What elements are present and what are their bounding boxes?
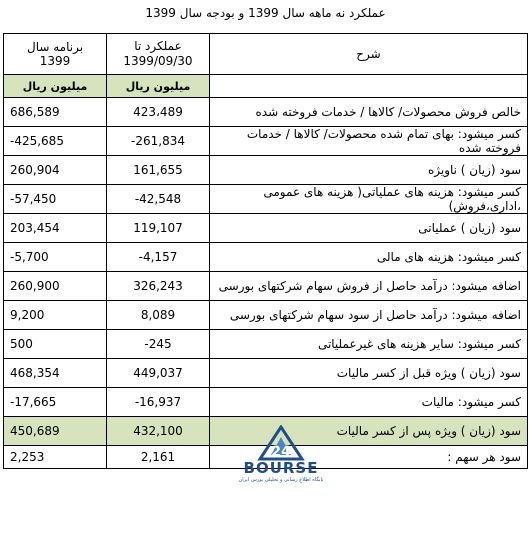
program-value: 468,354 — [4, 359, 107, 388]
program-value: 686,589 — [4, 98, 107, 127]
row-description: سود (زیان ) عملیاتی — [210, 214, 528, 243]
program-value: 9,200 — [4, 301, 107, 330]
logo-wordmark: BOURSE — [243, 459, 319, 477]
actual-column-header — [107, 34, 210, 75]
program-value: 500 — [4, 330, 107, 359]
row-description: سود (زیان ) ویژه پس از کسر مالیات — [210, 417, 528, 446]
program-value: 260,900 — [4, 272, 107, 301]
actual-value: 8,089 — [107, 301, 210, 330]
logo-subtitle: پایگاه اطلاع رسانی و تحلیلی بورس ایران — [238, 477, 324, 483]
table-row — [4, 388, 528, 417]
program-value: -17,665 — [4, 388, 107, 417]
program-value: 203,454 — [4, 214, 107, 243]
table-row — [4, 243, 528, 272]
program-value: 260,904 — [4, 156, 107, 185]
actual-value: -42,548 — [107, 185, 210, 214]
program-column-header: برنامه سال 1399 — [4, 34, 107, 75]
actual-value: 2,161 — [107, 446, 210, 469]
program-value: 450,689 — [4, 417, 107, 446]
actual-value: 432,100 — [107, 417, 210, 446]
row-description: سود (زیان ) ویژه قبل از کسر مالیات — [210, 359, 528, 388]
row-description: سود هر سهم : — [210, 446, 528, 469]
table-row — [4, 359, 528, 388]
actual-value: -4,157 — [107, 243, 210, 272]
table-row — [4, 330, 528, 359]
table-header-row — [4, 34, 528, 75]
actual-value: -16,937 — [107, 388, 210, 417]
table-row — [4, 214, 528, 243]
program-value: -5,700 — [4, 243, 107, 272]
bourse-logo — [238, 425, 324, 490]
table-row — [4, 185, 528, 214]
row-description: خالص فروش محصولات/ کالاها / خدمات فروخته شده — [210, 98, 528, 127]
program-value: 2,253 — [4, 446, 107, 469]
financial-table — [3, 33, 528, 469]
actual-value: -245 — [107, 330, 210, 359]
table-row — [4, 301, 528, 330]
actual-value: 326,243 — [107, 272, 210, 301]
row-description: کسر میشود: مالیات — [210, 388, 528, 417]
report-title: عملکرد نه ماهه سال 1399 و بودجه سال 1399 — [145, 6, 386, 20]
actual-value: 161,655 — [107, 156, 210, 185]
row-description: کسر میشود: هزینه های عملیاتی( هزینه های عمومی ،اداری،فروش) — [210, 185, 528, 214]
program-unit: میلیون ریال — [4, 75, 107, 98]
program-value: -425,685 — [4, 127, 107, 156]
row-description: سود (زیان ) ناویژه — [210, 156, 528, 185]
actual-value: 119,107 — [107, 214, 210, 243]
table-row — [4, 156, 528, 185]
actual-unit: میلیون ریال — [107, 75, 210, 98]
actual-value: -261,834 — [107, 127, 210, 156]
bourse-logo-mark-icon — [238, 425, 324, 461]
description-column-header: شرح — [210, 34, 528, 75]
row-description: کسر میشود: سایر هزینه های غیرعملیاتی — [210, 330, 528, 359]
actual-value: 449,037 — [107, 359, 210, 388]
table-row — [4, 272, 528, 301]
units-row — [4, 75, 528, 98]
table-row — [4, 127, 528, 156]
units-blank-cell — [210, 75, 528, 98]
table-row — [4, 98, 528, 127]
actual-header-line2: 1399/09/30 — [123, 54, 193, 68]
actual-header-line1: عملکرد تا — [134, 39, 182, 53]
row-description: کسر میشود: بهای تمام شده محصولات/ کالاها / خدمات فروخته شده — [210, 127, 528, 156]
svg-text:24: 24 — [271, 444, 291, 460]
row-description: اضافه میشود: درآمد حاصل از فروش سهام شرکتهای بورسی — [210, 272, 528, 301]
program-value: -57,450 — [4, 185, 107, 214]
actual-value: 423،489 — [107, 98, 210, 127]
row-description: کسر میشود: هزینه های مالی — [210, 243, 528, 272]
row-description: اضافه میشود: درآمد حاصل از سود سهام شرکتهای بورسی — [210, 301, 528, 330]
